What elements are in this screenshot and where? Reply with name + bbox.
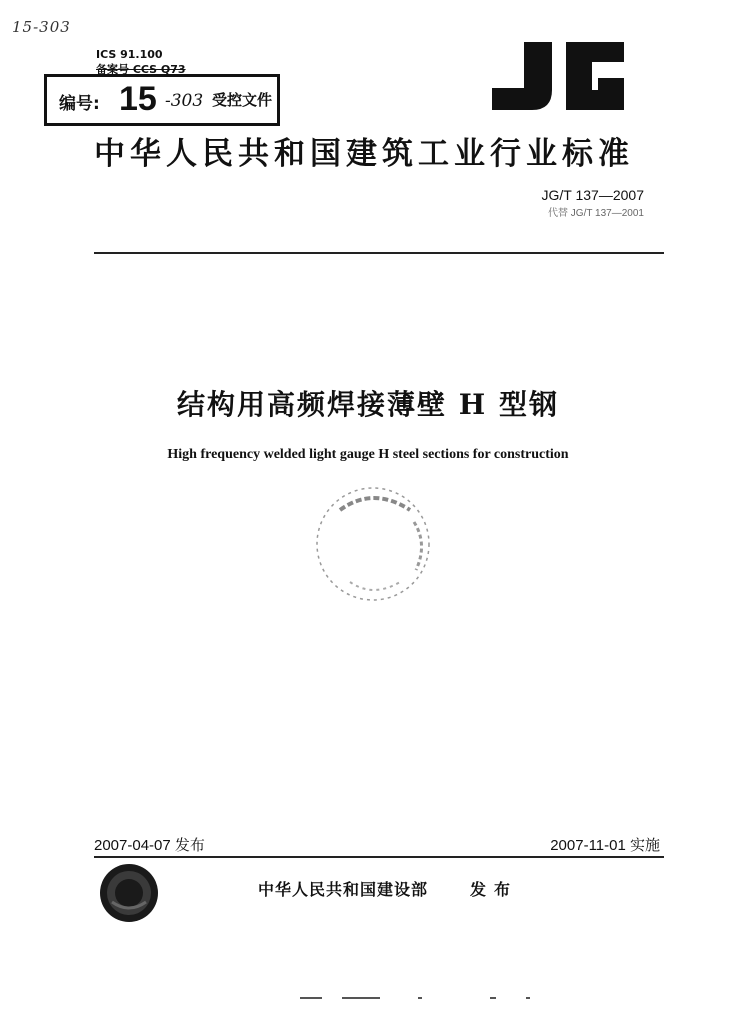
control-stamp bbox=[44, 74, 280, 126]
effective-date: 2007-11-01 实施 bbox=[550, 837, 660, 854]
bottom-divider bbox=[94, 856, 664, 858]
record-number: 备案号 CCS Q73 bbox=[96, 63, 186, 76]
publish-word: 发布 bbox=[470, 880, 519, 899]
publisher: 中华人民共和国建设部 bbox=[258, 880, 429, 899]
footer-marks bbox=[300, 993, 540, 1003]
ics-code: ICS 91.100 bbox=[96, 48, 163, 61]
handwritten-note: 15-303 bbox=[12, 18, 71, 36]
issue-date: 2007-04-07 发布 bbox=[94, 837, 205, 854]
document-subtitle: High frequency welded light gauge H steel sections for construction bbox=[167, 447, 569, 462]
control-stamp-handwritten: -303 bbox=[165, 91, 204, 111]
control-stamp-label: 编号: bbox=[59, 94, 100, 114]
control-stamp-status: 受控文件 bbox=[212, 91, 273, 109]
standard-category: 中华人民共和国建筑工业行业标准 bbox=[94, 136, 634, 172]
top-divider bbox=[94, 252, 664, 254]
replaces-code: 代替 JG/T 137—2001 bbox=[548, 208, 644, 219]
national-emblem-icon bbox=[98, 862, 160, 924]
control-stamp-number: 15 bbox=[119, 80, 157, 118]
seal-stamp bbox=[310, 482, 436, 606]
standard-code: JG/T 137—2007 bbox=[541, 187, 644, 203]
document-title: 结构用高频焊接薄壁 H 型钢 bbox=[177, 388, 559, 421]
jg-logo bbox=[488, 38, 628, 114]
